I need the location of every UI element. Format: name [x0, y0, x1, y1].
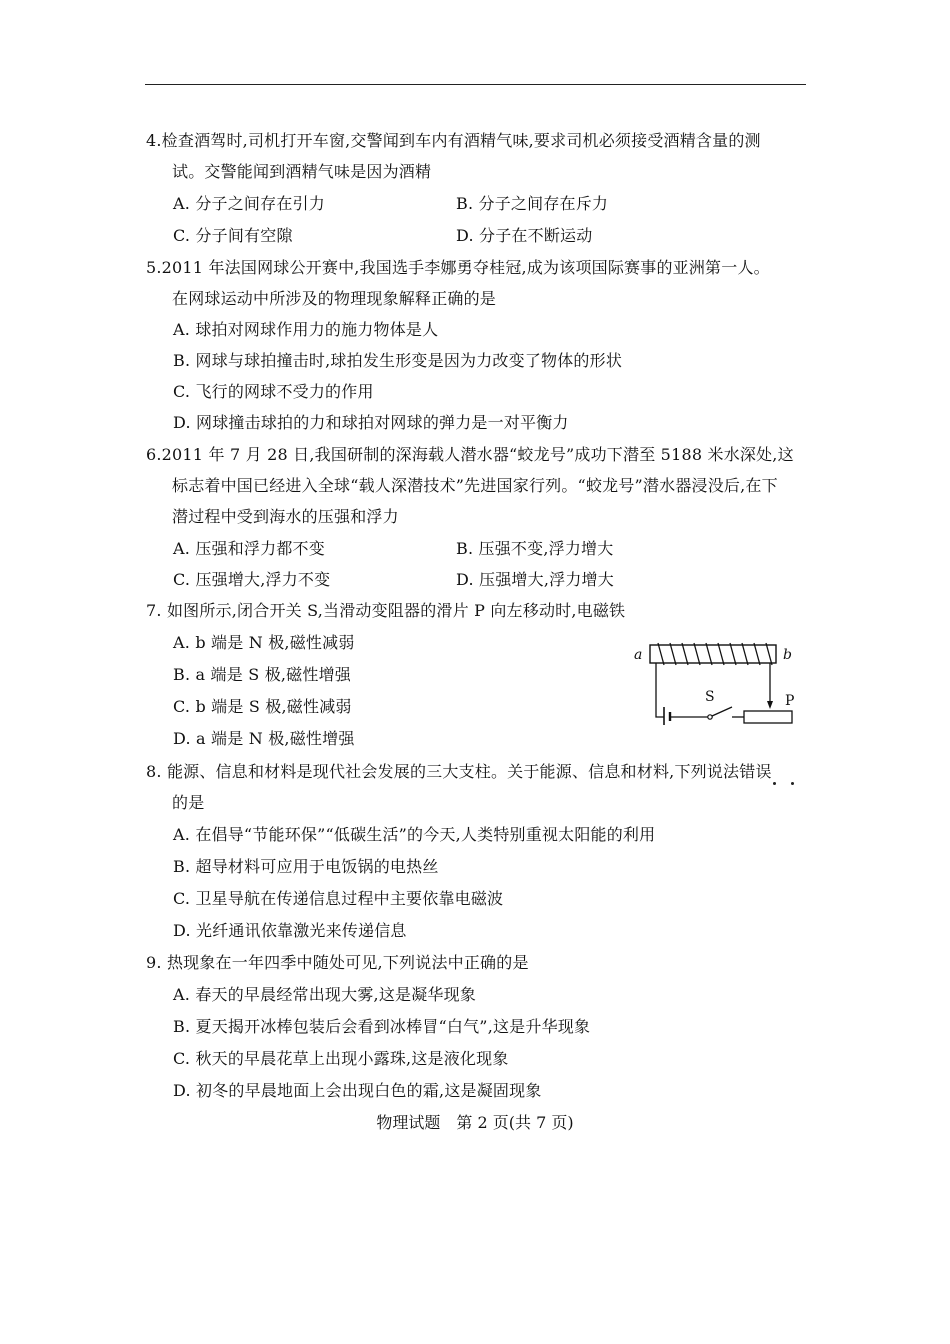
q5-option-d: D. 网球撞击球拍的力和球拍对网球的弹力是一对平衡力 [173, 413, 569, 432]
q6-option-c: C. 压强增大,浮力不变 [173, 570, 331, 589]
q8-option-c: C. 卫星导航在传递信息过程中主要依靠电磁波 [173, 889, 504, 908]
q9-option-a: A. 春天的早晨经常出现大雾,这是凝华现象 [173, 985, 477, 1004]
q6-stem-line3: 潜过程中受到海水的压强和浮力 [172, 507, 399, 526]
q7-stem-line1: 7. 如图所示,闭合开关 S,当滑动变阻器的滑片 P 向左移动时,电磁铁 [146, 601, 626, 620]
switch-blade [712, 707, 732, 716]
q4-option-b: B. 分子之间存在斥力 [456, 194, 609, 213]
left-wire [656, 663, 664, 717]
q8-stem-line1: 8. 能源、信息和材料是现代社会发展的三大支柱。关于能源、信息和材料,下列说法错误 [146, 762, 772, 781]
q7-option-b: B. a 端是 S 极,磁性增强 [173, 665, 351, 684]
q5-option-a: A. 球拍对网球作用力的施力物体是人 [173, 320, 439, 339]
page-footer: 物理试题 第 2 页(共 7 页) [376, 1113, 574, 1132]
electromagnet-circuit-figure [628, 635, 808, 735]
q6-stem-line2: 标志着中国已经进入全球“载人深潜技术”先进国家行列。“蛟龙号”潜水器浸没后,在下 [172, 476, 778, 495]
header-rule [145, 84, 806, 85]
label-switch-s: S [705, 689, 715, 705]
q4-option-d: D. 分子在不断运动 [456, 226, 593, 245]
q5-stem-line2: 在网球运动中所涉及的物理现象解释正确的是 [172, 289, 497, 308]
q9-stem-line1: 9. 热现象在一年四季中随处可见,下列说法中正确的是 [146, 953, 529, 972]
q6-option-d: D. 压强增大,浮力增大 [456, 570, 614, 589]
q8-option-b: B. 超导材料可应用于电饭锅的电热丝 [173, 857, 439, 876]
q4-option-a: A. 分子之间存在引力 [173, 194, 325, 213]
q6-option-b: B. 压强不变,浮力增大 [456, 539, 614, 558]
q7-option-a: A. b 端是 N 极,磁性减弱 [173, 633, 355, 652]
coil-windings [658, 643, 772, 665]
q4-option-c: C. 分子间有空隙 [173, 226, 293, 245]
q4-stem-line1: 4.检查酒驾时,司机打开车窗,交警闻到车内有酒精气味,要求司机必须接受酒精含量的测 [146, 131, 761, 150]
q8-option-a: A. 在倡导“节能环保”“低碳生活”的今天,人类特别重视太阳能的利用 [173, 825, 656, 844]
q9-option-c: C. 秋天的早晨花草上出现小露珠,这是液化现象 [173, 1049, 509, 1068]
q7-option-d: D. a 端是 N 极,磁性增强 [173, 729, 355, 748]
emphasis-dot [791, 782, 794, 785]
rheostat-resistor [744, 711, 792, 723]
label-slider-p: P [785, 693, 795, 709]
q9-option-b: B. 夏天揭开冰棒包装后会看到冰棒冒“白气”,这是升华现象 [173, 1017, 591, 1036]
q5-option-b: B. 网球与球拍撞击时,球拍发生形变是因为力改变了物体的形状 [173, 351, 623, 370]
q8-option-d: D. 光纤通讯依靠激光来传递信息 [173, 921, 407, 940]
q6-stem-line1: 6.2011 年 7 月 28 日,我国研制的深海载人潜水器“蛟龙号”成功下潜至 5188 米水深处,这 [146, 445, 794, 464]
q5-option-c: C. 飞行的网球不受力的作用 [173, 382, 374, 401]
q7-option-c: C. b 端是 S 极,磁性减弱 [173, 697, 352, 716]
label-b: b [783, 647, 792, 663]
q6-option-a: A. 压强和浮力都不变 [173, 539, 325, 558]
switch-contact-left [708, 715, 712, 719]
label-a: a [634, 647, 643, 663]
q8-stem-line2: 的是 [172, 793, 205, 812]
emphasis-dot [773, 782, 776, 785]
q4-stem-line2: 试。交警能闻到酒精气味是因为酒精 [172, 162, 432, 181]
slider-arrow [767, 701, 773, 709]
q5-stem-line1: 5.2011 年法国网球公开赛中,我国选手李娜勇夺桂冠,成为该项国际赛事的亚洲第一人。 [146, 258, 770, 277]
q9-option-d: D. 初冬的早晨地面上会出现白色的霜,这是凝固现象 [173, 1081, 542, 1100]
